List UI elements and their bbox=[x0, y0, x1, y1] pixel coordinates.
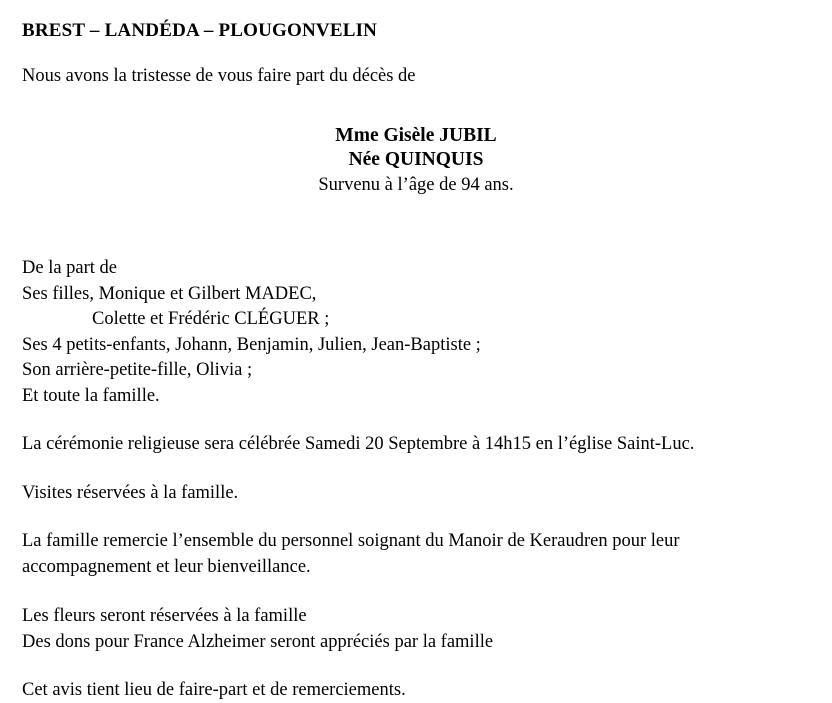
thanks-line-2: accompagnement et leur bienveillance. bbox=[22, 557, 311, 578]
family-line-grandchildren: Ses 4 petits-enfants, Johann, Benjamin, Julien, Jean-Baptiste ; bbox=[22, 334, 481, 355]
family-line-all-family: Et toute la famille. bbox=[22, 385, 160, 406]
spacer bbox=[22, 458, 810, 480]
deceased-maiden-name: Née QUINQUIS bbox=[348, 149, 484, 171]
donations-text: Des dons pour France Alzheimer seront appréciés par la famille bbox=[22, 631, 494, 652]
thanks-block bbox=[22, 528, 810, 581]
flowers-text: Les fleurs seront réservées à la famille bbox=[22, 605, 307, 626]
closing-text: Cet avis tient lieu de faire-part et de remerciements. bbox=[22, 680, 406, 701]
spacer bbox=[22, 198, 810, 242]
deceased-block bbox=[22, 124, 810, 199]
spacer bbox=[22, 655, 810, 677]
thanks-line-1: La famille remercie l’ensemble du personnel soignant du Manoir de Keraudren pour leur bbox=[22, 531, 680, 552]
spacer bbox=[22, 242, 810, 256]
family-block bbox=[22, 256, 810, 409]
ceremony-text: La cérémonie religieuse sera célébrée Samedi 20 Septembre à 14h15 en l’église Saint-Luc. bbox=[22, 434, 695, 455]
visits-text: Visites réservées à la famille. bbox=[22, 482, 239, 503]
deceased-age: Survenu à l’âge de 94 ans. bbox=[318, 175, 514, 196]
spacer bbox=[22, 506, 810, 528]
towns-heading: BREST – LANDÉDA – PLOUGONVELIN bbox=[22, 20, 378, 41]
spacer bbox=[22, 409, 810, 431]
spacer bbox=[22, 581, 810, 603]
family-line-daughters-cont: Colette et Frédéric CLÉGUER ; bbox=[92, 309, 330, 330]
family-line-daughters: Ses filles, Monique et Gilbert MADEC, bbox=[22, 283, 317, 304]
announcement-text: Nous avons la tristesse de vous faire part du décès de bbox=[22, 66, 416, 86]
family-intro: De la part de bbox=[22, 258, 118, 279]
spacer bbox=[22, 90, 810, 124]
flowers-donations-block bbox=[22, 603, 810, 656]
spacer bbox=[22, 42, 810, 64]
family-line-great-grandchild: Son arrière-petite-fille, Olivia ; bbox=[22, 360, 253, 381]
deceased-name: Mme Gisèle JUBIL bbox=[335, 124, 497, 146]
